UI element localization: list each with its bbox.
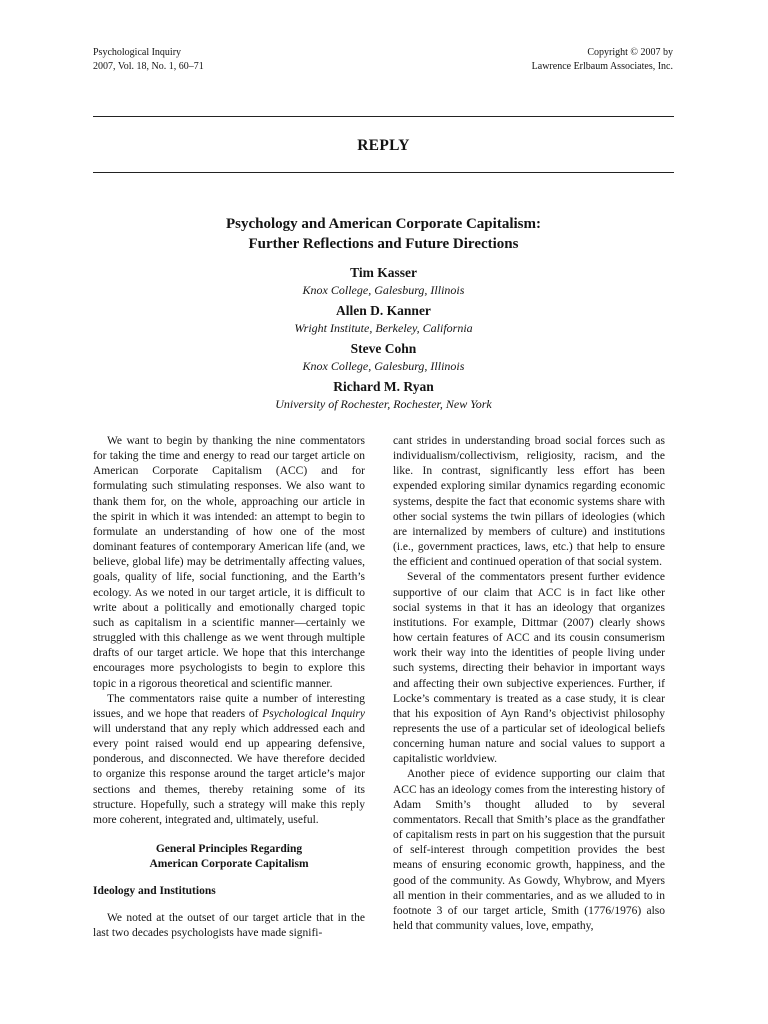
journal-name: Psychological Inquiry: [93, 47, 182, 58]
paragraph-text: will understand that any reply which addressed each and every point raised would end up appearing defensive, ponderous, and disconnected. We have therefore decided to organize this response around the target article’s major sections and themes, thereby retaining some of its structure. Hopefully, such a strategy will make this reply more coherent, integrated and, ultimately, useful.: [93, 722, 365, 826]
body-paragraph: cant strides in understanding broad social forces such as individualism/collectivism, religiosity, racism, and the like. In contrast, significantly less effort has been expended exploring similar dynamics regarding economic systems, despite the fact that economic systems share with other social systems the twin pillars of ideologies (which are internalized by members of culture) and institutions (i.e., government practices, laws, etc.) that help to ensure the efficient and continued operation of that social system.: [393, 435, 665, 569]
publisher-name: Lawrence Erlbaum Associates, Inc.: [531, 61, 673, 72]
section-heading: [93, 842, 365, 872]
author-name: Allen D. Kanner: [336, 303, 431, 318]
author-affiliation: University of Rochester, Rochester, New York: [275, 397, 492, 411]
running-header-right: [532, 46, 673, 74]
heading-line-1: General Principles Regarding: [155, 843, 303, 856]
top-rule: [93, 116, 674, 117]
article-title: [93, 214, 674, 254]
author-name: Steve Cohn: [350, 341, 417, 356]
subsection-heading: Ideology and Institutions: [93, 885, 216, 898]
body-paragraph: Several of the commentators present further evidence supportive of our claim that ACC is in fact like other social systems in that it has an ideology that organizes institutions. For example, Dittmar (2007) clearly shows how certain features of ACC and its cousin consumerism work their way into the identities of people living under such systems, directing their behavior in important ways and affecting their own subjective experiences. Further, if Locke’s commentary is treated as a case study, it is clear that his exposition of Ayn Rand’s objectivist philosophy represents the use of a particular set of ideological beliefs concerning human nature and social values to support a capitalistic worldview.: [393, 571, 665, 766]
section-label: REPLY: [357, 137, 410, 154]
author-name: Richard M. Ryan: [333, 379, 434, 394]
body-paragraph: We want to begin by thanking the nine commentators for taking the time and energy to read our target article on American Corporate Capitalism (ACC) and for formulating such stimulating responses. We also want to thank them for, on the whole, approaching our article in the spirit in which it was intended: an attempt to begin to formulate an understanding of how one of the most dominant features of contemporary American life (and, we believe, global life) may be detrimentally affecting values, goals, quality of life, social functioning, and the Earth’s ecology. As we noted in our target article, it is difficult to write about a politically and emotionally charged topic such as capitalism in a scientific manner—certainly we struggled with this challenge as we went through multiple drafts of our target article. We hope that this interchange encourages more psychologists to begin to explore this topic in a rigorous theoretical and scientific manner.: [93, 435, 365, 690]
body-paragraph: Another piece of evidence supporting our claim that ACC has an ideology comes from the interesting history of Adam Smith’s thought alluded to by several commentators. Recall that Smith’s place as the grandfather of capitalism rests in part on his suggestion that the pursuit of self-interest through competition provides the best means of ensuring economic growth, happiness, and the good of the community. As Gowdy, Whybrow, and Myers all mention in their commentaries, and as we alluded to in footnote 3 of our target article, Smith (1776/1976) also held that community values, love, empathy,: [393, 768, 665, 932]
body-paragraph: We noted at the outset of our target article that in the last two decades psychologists have made signifi-: [93, 912, 365, 940]
author-entry: [93, 264, 674, 299]
author-name: Tim Kasser: [350, 265, 417, 280]
volume-info: 2007, Vol. 18, No. 1, 60–71: [93, 61, 204, 72]
title-line-2: Further Reflections and Future Directions: [248, 236, 519, 252]
running-header-left: [93, 46, 204, 74]
journal-name-italic: Psychological Inquiry: [262, 707, 365, 720]
author-affiliation: Knox College, Galesburg, Illinois: [302, 283, 465, 297]
bottom-rule: [93, 172, 674, 173]
paragraph-text: The commentators raise quite a number of interesting issues, and we hope that readers of: [93, 692, 365, 720]
copyright-line: Copyright © 2007 by: [587, 47, 673, 58]
body-column-left: [93, 434, 365, 941]
author-entry: [93, 302, 674, 337]
heading-line-2: American Corporate Capitalism: [149, 858, 309, 871]
title-line-1: Psychology and American Corporate Capitalism:: [226, 216, 541, 232]
body-column-right: [393, 434, 665, 934]
author-affiliation: Wright Institute, Berkeley, California: [294, 321, 473, 335]
author-entry: [93, 340, 674, 375]
author-list: [93, 264, 674, 416]
author-entry: [93, 378, 674, 413]
body-paragraph: [93, 692, 365, 828]
author-affiliation: Knox College, Galesburg, Illinois: [302, 359, 465, 373]
